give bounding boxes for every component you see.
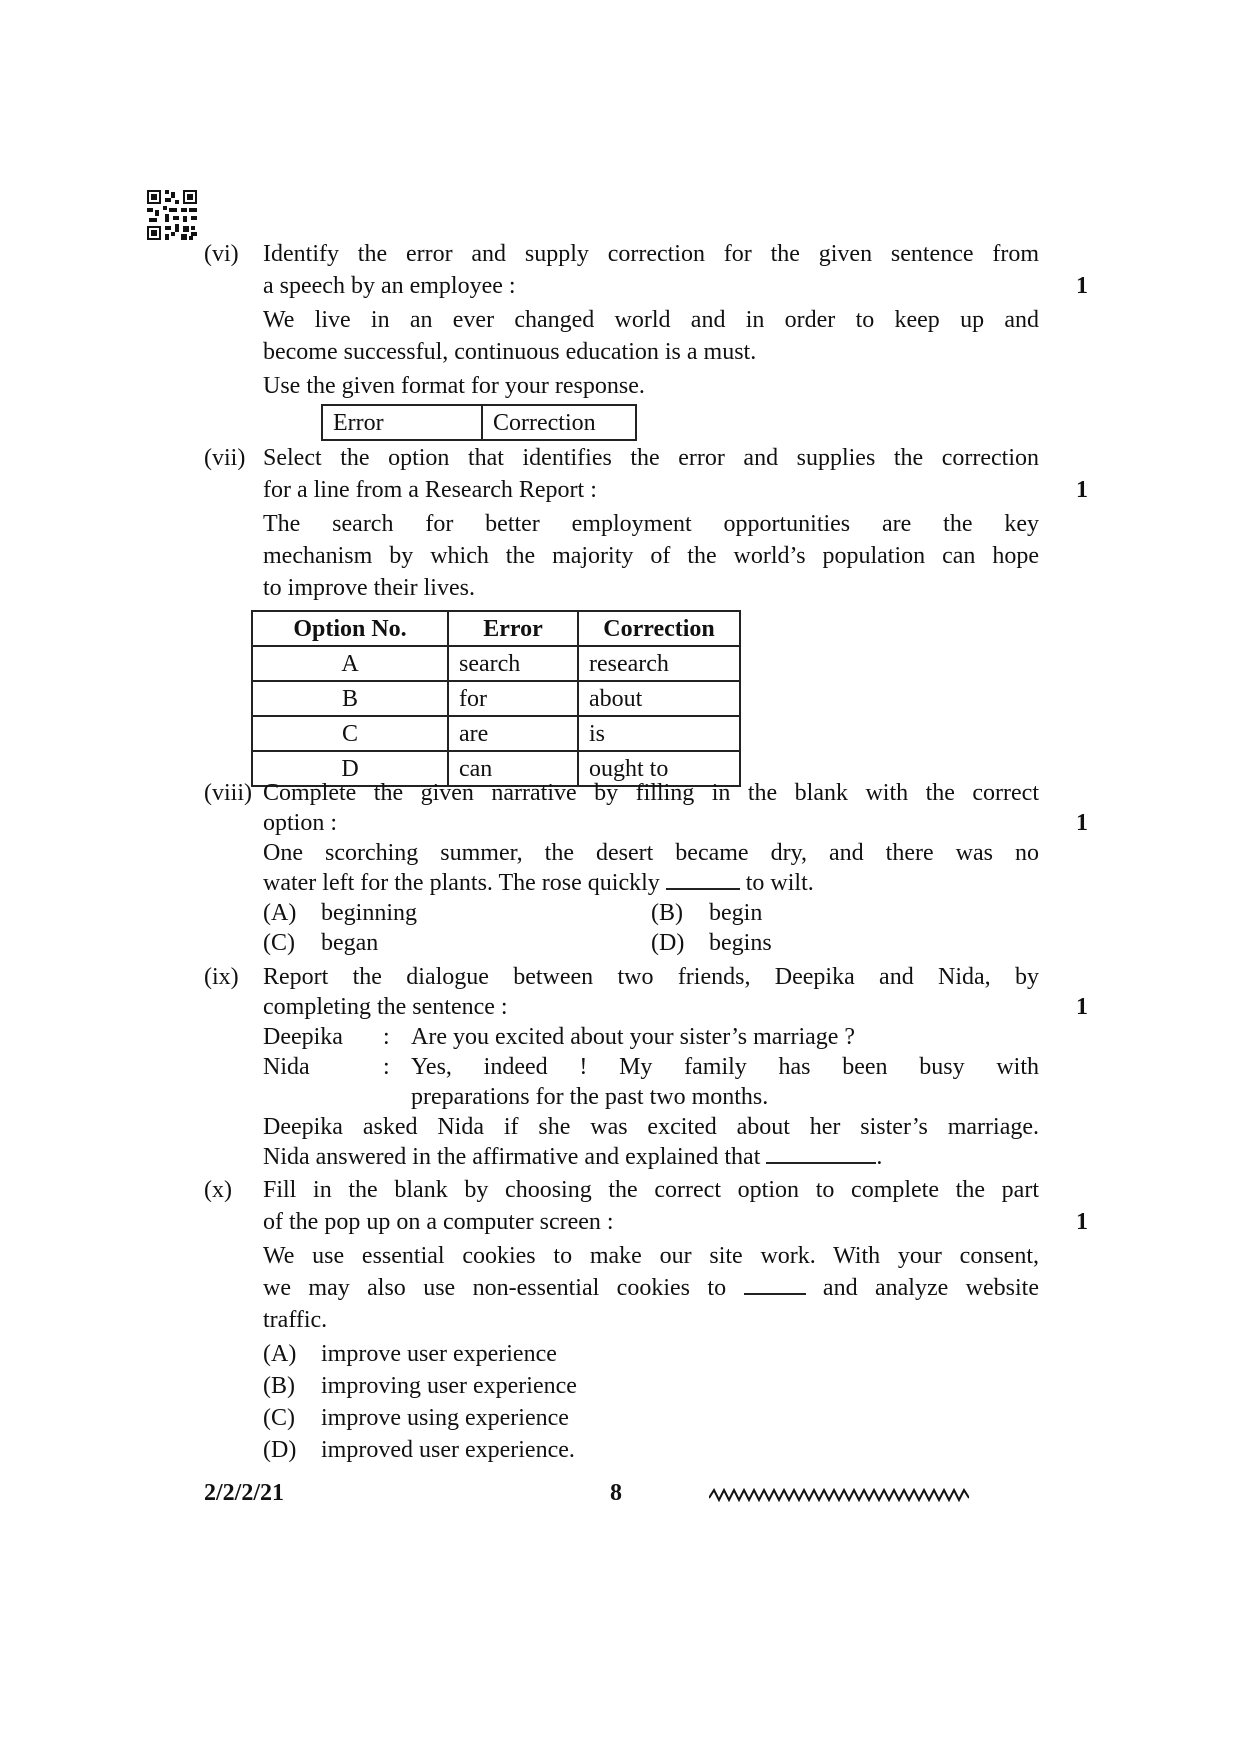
column-header: Error	[448, 611, 578, 646]
error-cell: search	[448, 646, 578, 681]
option-label: (D)	[263, 1437, 297, 1463]
option-cell: B	[252, 681, 448, 716]
marks: 1	[1076, 273, 1088, 299]
given-sentence-with-blank	[263, 1272, 1039, 1304]
sentence-part: water left for the plants. The rose quickly	[263, 870, 660, 896]
table-header-row	[252, 611, 740, 646]
sentence-part: we may also use non-essential cookies to	[263, 1275, 727, 1301]
sentence-part: and analyze website	[822, 1275, 1039, 1301]
options-grid	[263, 898, 1039, 928]
option-item	[263, 1402, 1039, 1434]
question-text: Identify the error and supply correction for the given sentence from	[263, 241, 1039, 267]
question-text: Complete the given narrative by filling in the blank with the correct	[263, 780, 1039, 806]
question-page	[204, 238, 1088, 1466]
option-text: beginning	[321, 900, 417, 926]
option-item	[651, 928, 1039, 958]
sentence-part: to wilt.	[745, 870, 814, 896]
option-item	[263, 928, 651, 958]
reported-speech: Deepika asked Nida if she was excited about her sister’s marriage.	[263, 1114, 1039, 1140]
given-sentence-with-blank	[263, 868, 1039, 898]
instruction: Use the given format for your response.	[263, 373, 645, 399]
marks: 1	[1076, 477, 1088, 503]
sentence-part: .	[876, 1144, 883, 1170]
option-text: begins	[709, 930, 772, 956]
blank	[744, 1275, 806, 1295]
dialogue-line	[263, 1052, 1039, 1112]
correction-cell: research	[578, 646, 740, 681]
marks: 1	[1076, 810, 1088, 836]
option-label: (B)	[651, 900, 683, 926]
given-sentence: traffic.	[263, 1307, 328, 1333]
options-grid	[263, 928, 1039, 958]
given-sentence: mechanism by which the majority of the world’s population can hope	[263, 543, 1039, 569]
error-cell: can	[448, 751, 578, 786]
option-label: (C)	[263, 930, 295, 956]
option-label: (C)	[263, 1405, 295, 1431]
question-number: (viii)	[204, 780, 252, 806]
given-sentence: We use essential cookies to make our site work. With your consent,	[263, 1243, 1039, 1269]
format-cell-correction: Correction	[482, 405, 636, 440]
option-item	[651, 898, 1039, 928]
option-label: (A)	[263, 1341, 297, 1367]
question-number: (vi)	[204, 241, 239, 267]
question-text: option :	[263, 810, 338, 836]
sentence-part: Nida answered in the affirmative and explained that	[263, 1144, 761, 1170]
table-row	[252, 646, 740, 681]
question-text: Fill in the blank by choosing the correct option to complete the part	[263, 1177, 1039, 1203]
qr-code-icon	[147, 190, 197, 240]
speaker-name: Nida	[263, 1054, 310, 1080]
dialogue-text: Yes, indeed ! My family has been busy with	[411, 1054, 1039, 1080]
option-text: improve user experience	[321, 1341, 557, 1367]
speaker-name: Deepika	[263, 1024, 343, 1050]
question-text: a speech by an employee :	[263, 273, 516, 299]
question-viii	[204, 778, 1088, 962]
option-cell: D	[252, 751, 448, 786]
option-item	[263, 1338, 1039, 1370]
question-ix	[204, 962, 1088, 1174]
correction-cell: about	[578, 681, 740, 716]
speaker-colon: :	[383, 1024, 390, 1050]
page-number: 8	[610, 1480, 622, 1506]
option-item	[263, 1434, 1039, 1466]
format-cell-error: Error	[322, 405, 482, 440]
blank	[666, 870, 740, 890]
option-text: begin	[709, 900, 763, 926]
marks: 1	[1076, 1209, 1088, 1235]
column-header: Correction	[578, 611, 740, 646]
option-label: (B)	[263, 1373, 295, 1399]
question-text: Report the dialogue between two friends, Deepika and Nida, by	[263, 964, 1039, 990]
page-footer	[204, 1480, 964, 1520]
dialogue-text: Are you excited about your sister’s marriage ?	[411, 1024, 856, 1050]
option-text: improve using experience	[321, 1405, 569, 1431]
question-text: Select the option that identifies the error and supplies the correction	[263, 445, 1039, 471]
option-item	[263, 898, 651, 928]
zigzag-decoration-icon	[709, 1488, 969, 1502]
given-sentence: We live in an ever changed world and in order to keep up and	[263, 307, 1039, 333]
option-text: began	[321, 930, 379, 956]
given-sentence: One scorching summer, the desert became dry, and there was no	[263, 840, 1039, 866]
option-text: improving user experience	[321, 1373, 577, 1399]
option-label: (A)	[263, 900, 297, 926]
given-sentence: become successful, continuous education is a must.	[263, 339, 757, 365]
speaker-colon: :	[383, 1054, 390, 1080]
question-text: of the pop up on a computer screen :	[263, 1209, 614, 1235]
paper-code: 2/2/2/21	[204, 1480, 285, 1506]
options-table	[251, 610, 741, 787]
option-cell: C	[252, 716, 448, 751]
marks: 1	[1076, 994, 1088, 1020]
question-vi	[204, 238, 1088, 442]
given-sentence: to improve their lives.	[263, 575, 475, 601]
blank	[766, 1144, 876, 1164]
table-row	[252, 681, 740, 716]
option-cell: A	[252, 646, 448, 681]
question-x	[204, 1174, 1088, 1466]
question-text: completing the sentence :	[263, 994, 508, 1020]
reported-speech-with-blank	[263, 1142, 1039, 1172]
option-item	[263, 1370, 1039, 1402]
table-row	[252, 716, 740, 751]
question-number: (ix)	[204, 964, 239, 990]
question-vii	[204, 442, 1088, 782]
option-label: (D)	[651, 930, 685, 956]
correction-cell: ought to	[578, 751, 740, 786]
dialogue-text: preparations for the past two months.	[411, 1084, 769, 1110]
question-number: (vii)	[204, 445, 246, 471]
error-cell: for	[448, 681, 578, 716]
given-sentence: The search for better employment opportunities are the key	[263, 511, 1039, 537]
correction-cell: is	[578, 716, 740, 751]
column-header: Option No.	[252, 611, 448, 646]
error-cell: are	[448, 716, 578, 751]
response-format-table	[321, 404, 637, 441]
option-text: improved user experience.	[321, 1437, 575, 1463]
question-number: (x)	[204, 1177, 232, 1203]
dialogue-line	[263, 1022, 1039, 1052]
question-text: for a line from a Research Report :	[263, 477, 597, 503]
